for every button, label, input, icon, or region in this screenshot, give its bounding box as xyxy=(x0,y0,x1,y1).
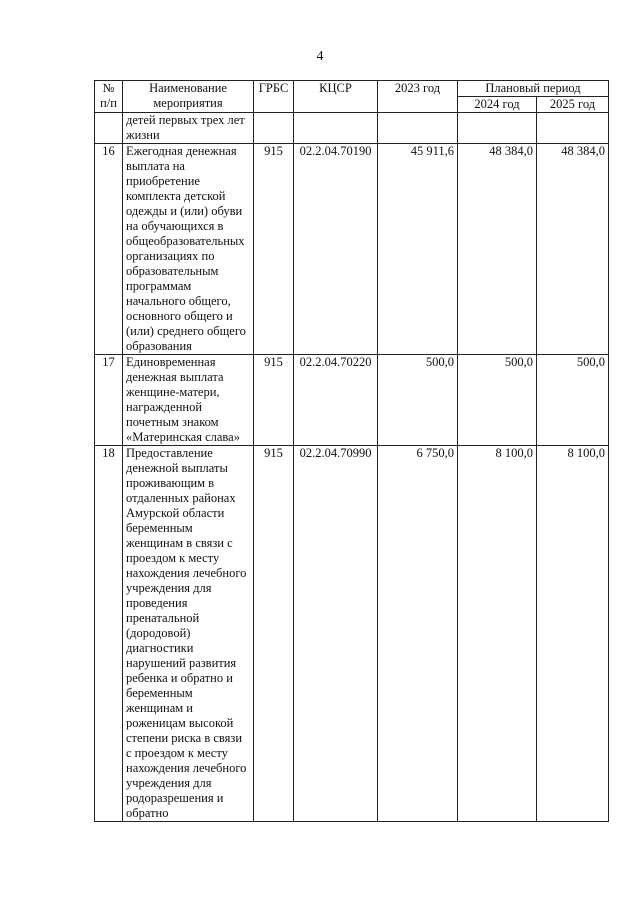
header-name-line1: Наименование xyxy=(149,81,227,95)
header-name-line2: мероприятия xyxy=(153,96,223,110)
cell-name: Предоставление денежной выплаты проживающим в отдаленных районах Амурской области беременным женщинам в связи с проездом к месту нахождения лечебного учреждения для проведения пренатальной (дородовой) диагностики нарушений развития ребенка и обратно и беременным женщинам и роженицам высокой степени риска в связи с проездом к месту нахождения лечебного учреждения для родоразрешения и обратно xyxy=(123,446,254,822)
cell-grbs xyxy=(254,113,294,144)
cell-2023 xyxy=(378,113,458,144)
header-no-line1: № xyxy=(102,81,115,95)
cell-2023: 45 911,6 xyxy=(378,144,458,355)
header-2024: 2024 год xyxy=(458,97,537,113)
cell-2023: 500,0 xyxy=(378,355,458,446)
cell-kcsr xyxy=(294,113,378,144)
header-no xyxy=(95,81,123,113)
header-no-line2: п/п xyxy=(100,96,117,110)
cell-name: детей первых трех лет жизни xyxy=(123,113,254,144)
cell-2025: 8 100,0 xyxy=(537,446,609,822)
cell-2024 xyxy=(458,113,537,144)
cell-no xyxy=(95,113,123,144)
table-row-16 xyxy=(95,144,609,355)
cell-grbs: 915 xyxy=(254,355,294,446)
table-row-18 xyxy=(95,446,609,822)
header-kcsr: КЦСР xyxy=(294,81,378,113)
cell-2025: 500,0 xyxy=(537,355,609,446)
cell-2025: 48 384,0 xyxy=(537,144,609,355)
cell-kcsr: 02.2.04.70220 xyxy=(294,355,378,446)
cell-no: 18 xyxy=(95,446,123,822)
header-2025: 2025 год xyxy=(537,97,609,113)
table-row-17 xyxy=(95,355,609,446)
cell-2024: 48 384,0 xyxy=(458,144,537,355)
table-row-continuation xyxy=(95,113,609,144)
header-planned-period: Плановый период xyxy=(458,81,609,97)
cell-name: Единовременная денежная выплата женщине-матери, награжденной почетным знаком «Материнская слава» xyxy=(123,355,254,446)
cell-name: Ежегодная денежная выплата на приобретение комплекта детской одежды и (или) обуви на обучающихся в общеобразовательных организациях по образовательным программам начального общего, основного общего и (или) среднего общего образования xyxy=(123,144,254,355)
cell-2024: 8 100,0 xyxy=(458,446,537,822)
cell-2025 xyxy=(537,113,609,144)
cell-no: 16 xyxy=(95,144,123,355)
cell-2023: 6 750,0 xyxy=(378,446,458,822)
header-name xyxy=(123,81,254,113)
header-grbs: ГРБС xyxy=(254,81,294,113)
cell-kcsr: 02.2.04.70990 xyxy=(294,446,378,822)
header-2023: 2023 год xyxy=(378,81,458,113)
cell-kcsr: 02.2.04.70190 xyxy=(294,144,378,355)
budget-table xyxy=(94,80,609,822)
page-number: 4 xyxy=(316,49,324,64)
cell-no: 17 xyxy=(95,355,123,446)
cell-grbs: 915 xyxy=(254,144,294,355)
cell-2024: 500,0 xyxy=(458,355,537,446)
cell-grbs: 915 xyxy=(254,446,294,822)
header-row-1 xyxy=(95,81,609,97)
